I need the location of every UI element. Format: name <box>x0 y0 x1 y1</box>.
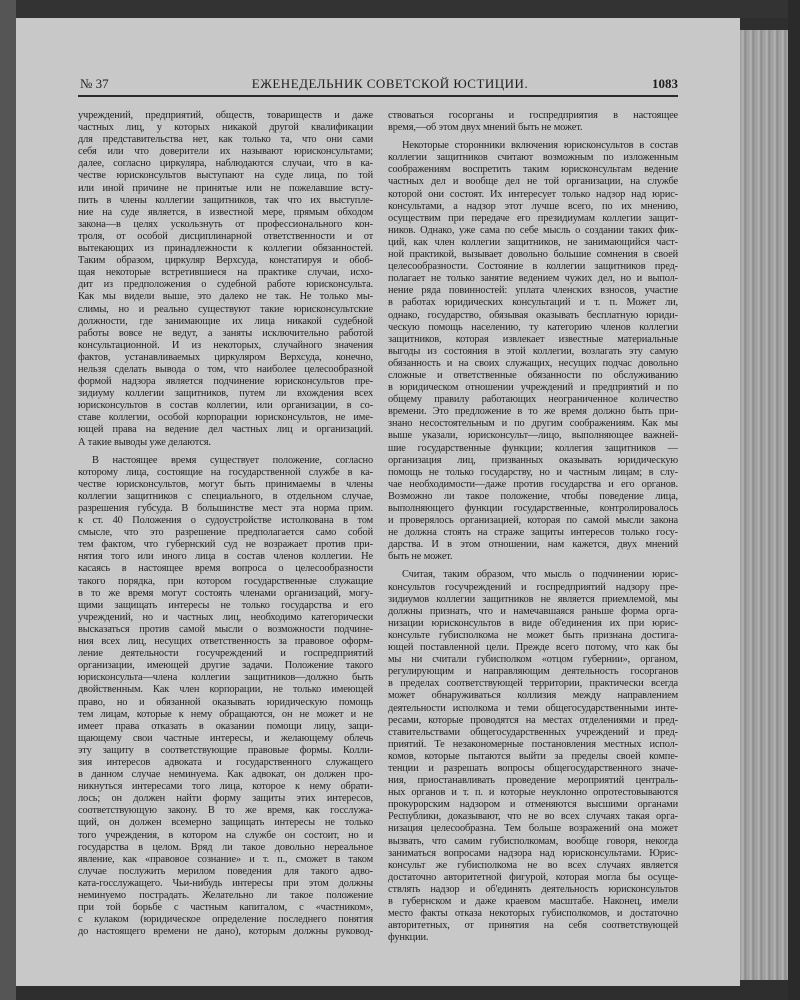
text-line: зия интересов адвоката и государственного служащего <box>78 756 373 768</box>
text-line: разрешения губсуда. В большинстве мест эта норма прим. <box>78 503 373 514</box>
text-line: низации юрисконсультов в виде об'единения их при юрис- <box>388 617 678 629</box>
text-line: и проверялось организацией, которая по самой мысли закона <box>388 515 678 527</box>
text-line: закона—в целях ускользнуть от профессионального кон- <box>78 218 373 230</box>
text-line: ных органов и т. п. и которые неуклонно опротестовываются <box>388 787 678 799</box>
text-line: дит из предположения о судебной работе юрисконсульта. <box>78 279 373 291</box>
text-line: нельзя сделать вывода о том, что наиболее целесообразной <box>78 363 373 375</box>
text-line: в то же время могут состоять членами организаций, могу- <box>78 587 373 599</box>
text-line: тенции и разрешать вопросы общегосударственного значе- <box>388 762 678 774</box>
text-line: которому лица, состоящие на государственной службе в ка- <box>78 466 373 478</box>
text-line: ставительствами общегосударственных учреждений и пред- <box>388 726 678 738</box>
text-line: в работах юридических консультаций и т. п. Может ли, <box>388 297 678 309</box>
text-line: или иной причине не принятые или не пожелавшие всту- <box>78 182 373 194</box>
text-line: неминуемо пострадать. Желательно ли такое положение <box>78 890 373 901</box>
text-line: консультов госучреждений и госпредприятий надзору пре- <box>388 581 678 593</box>
text-line: такого порядка, при котором государственные служащие <box>78 575 373 587</box>
text-line: заниматься вопросами надзора над юрисконсультами. Юрис- <box>388 847 678 859</box>
text-line: организация лиц, призванных оказывать юридическую <box>388 454 678 466</box>
text-line: которой они состоят. Их интересует только надзор над юрис- <box>388 188 678 200</box>
text-line: выполняющего функции государственные, контролировалось <box>388 503 678 514</box>
text-line: осуществим при передаче его президиумам коллегии защит- <box>388 212 678 224</box>
text-line: достаточно авторитетной фигурой, которая могла бы осуще- <box>388 871 678 883</box>
text-line: ющей поставленной цели. Прежде всего потому, что как бы <box>388 642 678 654</box>
text-line: время,—об этом двух мнений быть не может. <box>388 122 583 134</box>
text-line: ния, приостанавливать проведение мероприятий централь- <box>388 775 678 787</box>
text-line: авторитетных, от принятия на себя соответствующей <box>388 920 678 932</box>
text-line: прокурорским надзором и отменяются высшими органами <box>388 799 678 811</box>
book-page-edges <box>740 30 788 980</box>
text-line: щая некоторые встретившиеся на практике случаи, исхо- <box>78 267 373 279</box>
text-line: ресами, которые проводятся на местах отделениями и пред- <box>388 714 678 726</box>
text-line: ката-госслужащего. Чьи-нибудь интересы при этом должны <box>78 877 373 889</box>
header-rule <box>78 95 678 97</box>
text-line: выгоды из состояния в этой коллегии, возлагать эту самую <box>388 345 678 357</box>
text-line: В настоящее время существует положение, согласно <box>92 454 373 466</box>
text-line: консультационной. И из некоторых, случайного значения <box>78 339 373 351</box>
text-line: зидиуму коллегии защитников, путем ли вхождения всех <box>78 388 373 400</box>
text-line: Считая, таким образом, что мысль о подчинении юрис- <box>402 569 678 581</box>
text-line: учреждений, но и частных лиц, необходимо категорически <box>78 611 373 623</box>
text-line: нение ряда повинностей: уплата членских взносов, участие <box>388 285 678 297</box>
text-line: никнуться интересами того лица, которое к нему обрати- <box>78 781 373 793</box>
text-line: обязанность и на своих служащих, несущих подчас довольно <box>388 357 678 369</box>
text-line: защитников, которая извлекает известные материальные <box>388 333 678 345</box>
right-column <box>388 110 678 944</box>
text-line: нятия того или иного лица в состав членов коллегии. Не <box>78 551 373 563</box>
text-line: далее, согласно циркуляра, наблюдаются случаи, что в ка- <box>78 158 373 170</box>
text-line: себя или что доверители их называют юрисконсультами; <box>78 146 373 158</box>
text-line: общему правилу работающих неограниченное количество <box>388 394 678 406</box>
text-line: ций, как член коллегии защитников, не занимающийся част- <box>388 236 678 248</box>
text-line: для представительства нет, как только та, что они сами <box>78 134 373 146</box>
text-line: лось; он должен найти форму защиты этих интересов, <box>78 793 373 805</box>
text-line: полагает не только занятие ведением чужих дел, но и выпол- <box>388 273 678 285</box>
text-line: в данном случае неминуема. Как адвокат, он должен про- <box>78 769 373 781</box>
text-line: быть не может. <box>388 551 453 563</box>
text-line: организации, имеющей другие задачи. Положение такого <box>78 660 373 672</box>
text-line: к ст. 40 Положения о судоустройстве истолкована в том <box>78 515 373 527</box>
text-line: в пределах соответствующей территории, практически всегда <box>388 678 678 690</box>
text-line: Возможно ли такое положение, чтобы поведение лица, <box>388 490 678 502</box>
text-line: ния всех лиц, несущих ответственность за правовое оформ- <box>78 636 373 648</box>
scan-background-top <box>0 0 800 18</box>
text-line: при той борьбе с частным капиталом, с «частником», <box>78 902 373 914</box>
text-line: соображениям воспретить таким юрисконсультам ведение <box>388 164 678 176</box>
text-line: деятельности исполкома и теми общегосударственными инте- <box>388 702 678 714</box>
text-line: ление деятельности госучреждений и госпредприятий <box>78 648 373 660</box>
text-line: в губернском и даже краевом масштабе. Наконец, имели <box>388 896 678 907</box>
scan-background-left <box>0 0 16 1000</box>
text-line: формой надзора является подчинение юрисконсультов пре- <box>78 376 373 388</box>
text-line: частных дел и вообще дел не той организации, на службе <box>388 176 678 188</box>
text-line: чае необходимости—даже против государства и его органов. <box>388 478 678 490</box>
text-line: работы вовсе не ведут, а заняты исключительно работой <box>78 327 373 339</box>
text-line: должности, где занимающие их лица никакой судебной <box>78 315 373 327</box>
text-line: консульт же губисполкома не во всех случаях является <box>388 859 678 871</box>
text-line: функции. <box>388 932 429 944</box>
text-line: троля, от особой дисциплинарной ответственности и от <box>78 230 373 242</box>
text-line: ной практикой, вызывает довольно большие сомнения в своей <box>388 249 678 261</box>
text-line: тем лицам, которые к нему обращаются, он не может и не <box>78 708 373 720</box>
text-line: дарства. И в этом отношении, нам кажется, двух мнений <box>388 539 678 551</box>
text-line: А такие выводы уже делаются. <box>78 436 211 448</box>
text-line: слимы, но и реально существуют такие юрисконсультские <box>78 303 373 315</box>
text-line: в юридическом отношении учреждений и предприятий и по <box>388 382 678 394</box>
text-line: учреждений, предприятий, обществ, товариществ и даже <box>78 110 373 121</box>
text-line: зидиумов коллегии защитников не является приемлемой, мы <box>388 593 678 605</box>
text-line: сложные и ответственные обязанности по обслуживанию <box>388 369 678 381</box>
text-line: честве юрисконсультов, могут быть принимаемы в члены <box>78 478 373 490</box>
text-line: Некоторые сторонники включения юрисконсультов в состав <box>402 140 678 152</box>
text-line: соответствующую закону. В то же время, как госслужа- <box>78 805 373 817</box>
text-line: смысле, что это разрешение предполагается само собой <box>78 527 373 539</box>
text-line: ставе коллегии, особой корпорации юрисконсультов, не име- <box>78 412 373 424</box>
text-line: ющей права на ведение дел частных лиц и организаций. <box>78 424 373 436</box>
text-line: с кулаком (юридическое определение последнего понятия <box>78 914 373 926</box>
text-line: случае послужить мерилом поведения для такого адво- <box>78 865 373 877</box>
text-line: Таким образом, циркуляр Верхсуда, констатируя и обоб- <box>78 255 373 267</box>
text-line: щими защищать интересы не только государства и его <box>78 599 373 611</box>
text-line: должны признать, что и намечавшаяся раньше форма орга- <box>388 605 678 617</box>
text-line: частных лиц, у которых никакой другой квалификации <box>78 122 373 134</box>
text-line: государства в целом. Вряд ли такое довольно нереальное <box>78 841 373 853</box>
text-line: имеет права отказать в оказании помощи лицу, защи- <box>78 720 373 732</box>
text-line: фактов, устанавливаемых циркуляром Верхсуда, конечно, <box>78 351 373 363</box>
text-line: до настоящего времени не дано), которым должны руковод- <box>78 926 373 938</box>
text-line: касаясь в настоящее время вопроса о целесообразности <box>78 563 373 575</box>
text-line: юрисконсульта—члена коллегии защитников—должно быть <box>78 672 373 684</box>
text-line: может обнаруживаться коллизия между направлением <box>388 690 678 702</box>
text-line: ствлять надзор и об'единять деятельность юрисконсультов <box>388 883 678 895</box>
text-line: тем фактом, что губернский суд не возражает против при- <box>78 539 373 551</box>
text-line: помощь не только государству, но и частным лицам; в слу- <box>388 466 678 478</box>
text-line: коллегии защитников с специального, в отдельном случае, <box>78 490 373 502</box>
scan-background-right <box>788 0 800 1000</box>
text-line: вытекающих из принадлежности к коллегии обязанностей. <box>78 243 373 255</box>
text-line: ников. Однако, уже сама по себе мысль о создании таких фик- <box>388 224 678 236</box>
text-line: знано несостоятельным и по другим соображениям. Как мы <box>388 418 678 430</box>
text-line: низация целесообразна. Тем больше возражений она может <box>388 823 678 835</box>
text-line: коллегии защитников считают возможным по изложенным <box>388 152 678 164</box>
issue-number: № 37 <box>80 76 109 91</box>
text-line: регулирующим и направляющим деятельность госорганов <box>388 666 678 678</box>
text-line: не должна стоять на страже защиты интересов только госу- <box>388 527 678 539</box>
text-line: приятий. Те незакономерные постановления местных испол- <box>388 738 678 750</box>
text-line: шие государственные функции; коллегия защитников — <box>388 442 678 454</box>
journal-title: ЕЖЕНЕДЕЛЬНИК СОВЕТСКОЙ ЮСТИЦИИ. <box>251 76 529 91</box>
left-column <box>78 110 373 938</box>
text-line: щающему свои частные интересы, и желающему облечь <box>78 732 373 744</box>
text-line: Республики, доказывают, что не во всех случаях такая орга- <box>388 811 678 823</box>
text-line: явление, как «правовое сознание» и т. п., сможет в таком <box>78 853 373 865</box>
text-line: право, но и обязанной оказывать юридическую помощь <box>78 696 373 708</box>
text-line: щий, он должен всемерно защищать интересы не только <box>78 817 373 829</box>
text-line: двойственным. Как член корпорации, не только имеющей <box>78 684 373 696</box>
text-line: консульте губисполкома не может быть признана достига- <box>388 629 678 641</box>
text-line: честве юрисконсультов выступают на суде лица, по той <box>78 170 373 182</box>
text-line: консультами, а надзор этот лучше всего, по их мнению, <box>388 200 678 212</box>
text-line: место факты отказа некоторых губисполкомов, и достаточно <box>388 908 678 920</box>
text-line: однако, государство, обязывая оказывать бесплатную юриди- <box>388 309 678 321</box>
text-line: того учреждения, в котором на службе он состоит, но и <box>78 829 373 841</box>
text-line: ческую помощь населению, ту категорию членов коллегии <box>388 321 678 333</box>
text-line: высказаться против самой мысли о возможности подчине- <box>78 623 373 635</box>
text-line: времени. Это предложение в то же время должно быть при- <box>388 406 678 418</box>
text-line: Как мы видели выше, это далеко не так. Не только мы- <box>78 291 373 303</box>
page-number: 1083 <box>652 76 678 91</box>
text-line: юрисконсультов в состав коллегии, или организации, в со- <box>78 400 373 412</box>
text-line: выше указали, юрисконсульт—лицо, выполняющее важней- <box>388 430 678 442</box>
text-line: целесообразности. Состояние в коллегии защитников пред- <box>388 261 678 273</box>
text-line: эту защиту в соответствующие правовые формы. Колли- <box>78 744 373 756</box>
text-line: ствоваться госорганы и госпредприятия в настоящее <box>388 110 678 121</box>
text-line: вызвать, что самим губисполкомам, вообще говоря, некогда <box>388 835 678 847</box>
text-line: комов, которые пытаются выйти за пределы своей компе- <box>388 750 678 762</box>
text-line: пить в члены коллегии защитников, так что их выступле- <box>78 194 373 206</box>
text-line: ние на суде является, в известной мере, прямым обходом <box>78 206 373 218</box>
text-line: мы ни считали губисполком «отцом губернии», органом, <box>388 654 678 666</box>
